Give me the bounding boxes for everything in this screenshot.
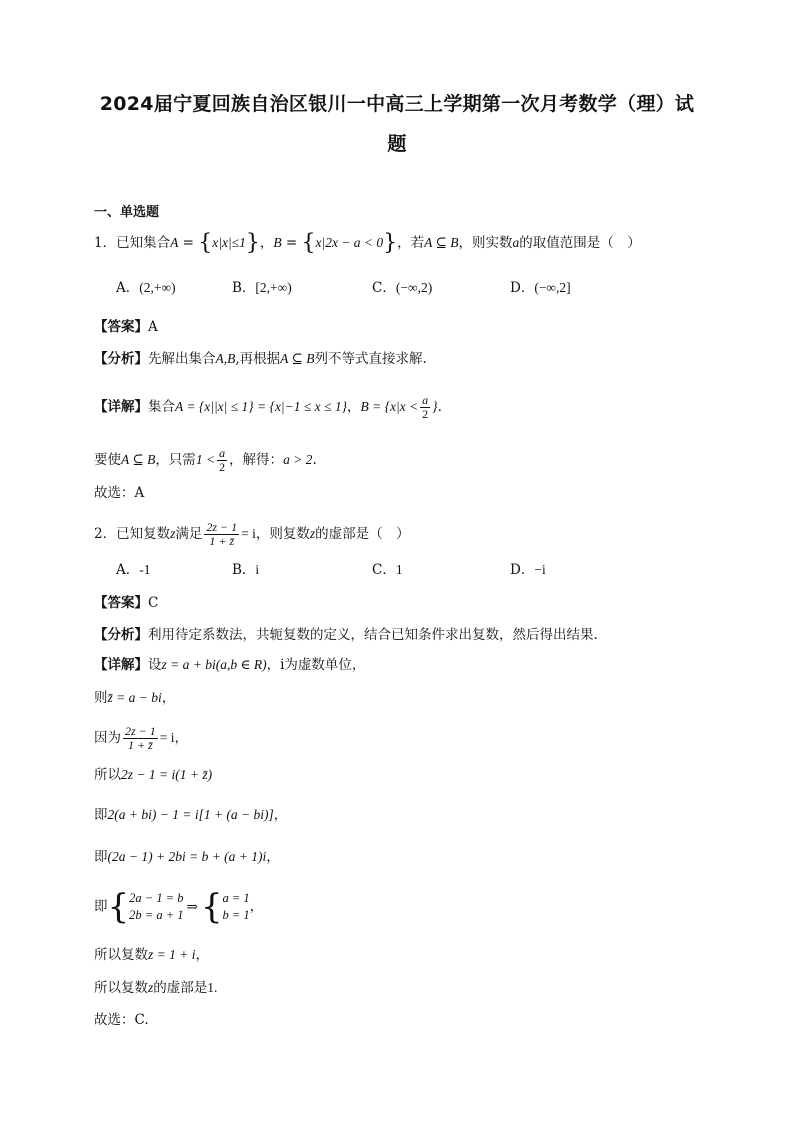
q1-option-d: D．(−∞,2] xyxy=(510,280,571,296)
q2-step-5: 即(2a − 1) + 2bi = b + (a + 1)i， xyxy=(94,849,280,865)
q2-option-b: B．i xyxy=(232,562,260,578)
q1-choose: 故选：A xyxy=(94,485,145,501)
q2-answer: 【答案】C xyxy=(94,595,159,611)
q2-step-4: 即2(a + bi) − 1 = i[1 + (a − bi)]， xyxy=(94,807,288,823)
document-title xyxy=(60,84,734,164)
q2-step-3: 所以2z − 1 = i(1 + z̄) xyxy=(94,767,213,783)
q1-number: 1． xyxy=(94,235,117,251)
equation-system-2: { a = 1 b = 1 xyxy=(200,887,250,927)
fraction: $\frac{a}{2}$ xyxy=(422,393,429,421)
q1-option-b: B．[2,+∞) xyxy=(232,280,292,296)
q1-analysis: 【分析】先解出集合A,B,再根据A ⊆ B列不等式直接求解. xyxy=(94,351,427,367)
fraction: $\frac{2z - 1}{1 + z̄}$ xyxy=(206,520,238,548)
q2-step-7: 所以复数z = 1 + i， xyxy=(94,947,209,963)
q2-option-d: D．−i xyxy=(510,562,546,578)
q2-option-c: C．1 xyxy=(372,562,403,578)
title-line-1: 2024届宁夏回族自治区银川一中高三上学期第一次月考数学（理）试 xyxy=(99,93,695,115)
equation-system-1: { 2a − 1 = b 2b = a + 1 xyxy=(107,887,184,927)
q2-step-6: 即 { 2a − 1 = b 2b = a + 1 ⇒ { a = 1 b = 1 ， xyxy=(94,887,264,927)
q2-option-a: A．-1 xyxy=(116,562,151,578)
q2-choose: 故选：C. xyxy=(94,1012,149,1028)
q1-requirement: 要使A ⊆ B，只需1 < $\frac{a}{2}$ ，解得：a > 2. xyxy=(94,446,317,474)
q2-stem: 2．已知复数z满足 $\frac{2z - 1}{1 + z̄}$ = i，则复数z的虚部是（ ） xyxy=(94,520,410,548)
q1-option-a: A．(2,+∞) xyxy=(116,280,176,296)
section-heading: 一、单选题 xyxy=(94,205,160,220)
q2-step-2: 因为 $\frac{2z - 1}{1 + z̄}$ = i， xyxy=(94,724,189,752)
q2-step-1: 则z̄ = a − bi， xyxy=(94,690,176,706)
q2-number: 2． xyxy=(94,526,117,542)
q1-answer: 【答案】A xyxy=(94,319,158,335)
q1-option-c: C．(−∞,2) xyxy=(372,280,433,296)
title-line-2: 题 xyxy=(387,133,407,155)
fraction: $\frac{2z - 1}{1 + z̄}$ xyxy=(125,724,156,752)
q2-step-8: 所以复数z的虚部是1. xyxy=(94,980,218,996)
q2-detail: 【详解】设z = a + bi(a,b ∈ R)，i为虚数单位， xyxy=(94,657,366,673)
q2-analysis: 【分析】利用待定系数法，共轭复数的定义，结合已知条件求出复数，然后得出结果. xyxy=(94,627,598,643)
q1-stem: 1．已知集合A = {x|x|≤1}，B = {x|2x − a < 0}，若A ⊆ B，则实数a的取值范围是（ ） xyxy=(94,230,641,256)
q1-detail: 【详解】集合A = {x||x| ≤ 1} = {x|−1 ≤ x ≤ 1}，B = {x|x < $\frac{a}{2}$ }. xyxy=(94,393,442,421)
fraction: $\frac{a}{2}$ xyxy=(219,446,226,474)
